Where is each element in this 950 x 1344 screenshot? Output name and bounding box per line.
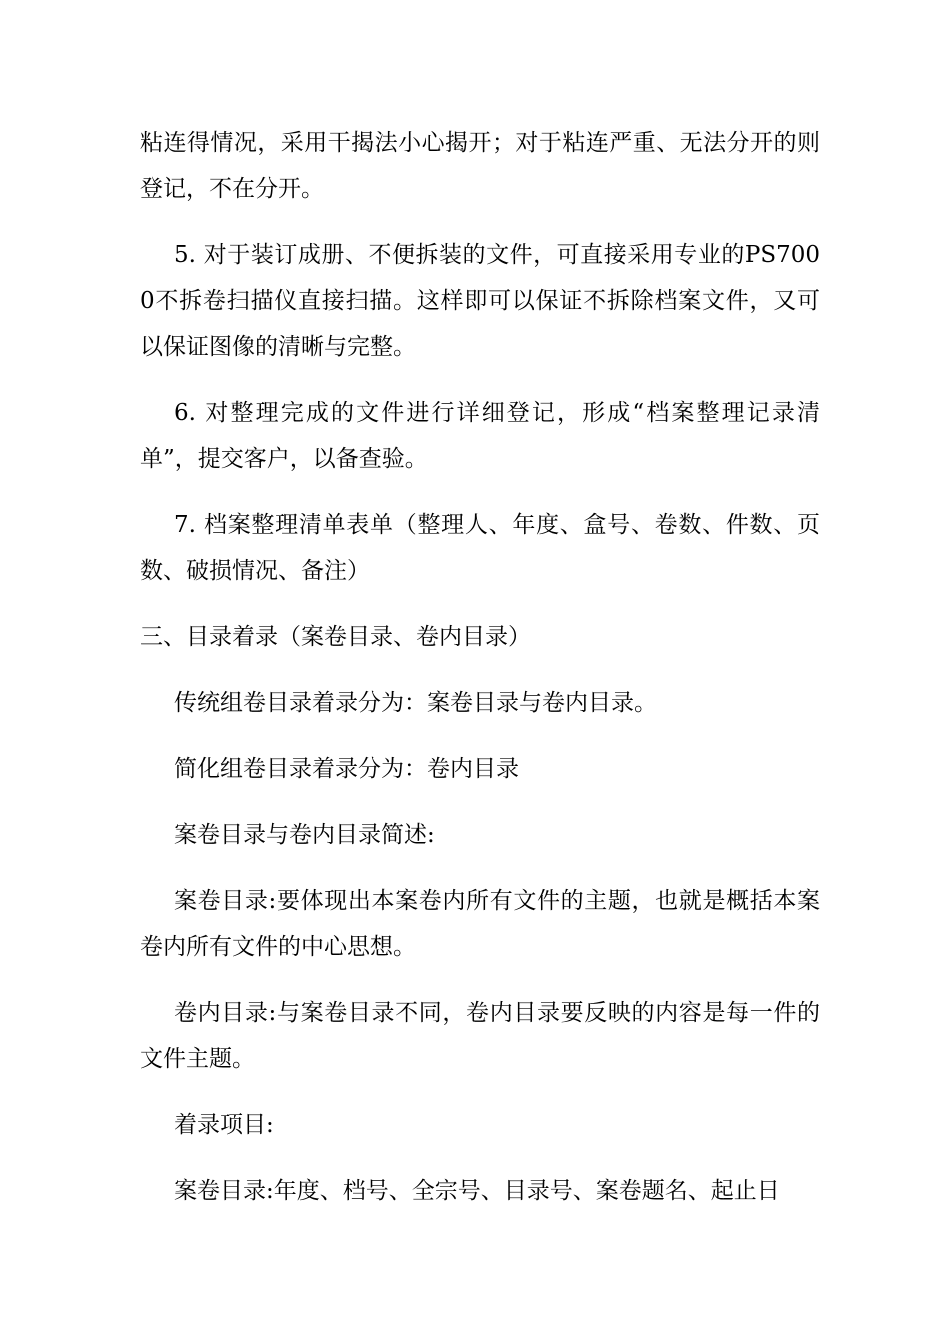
paragraph-traditional-catalog: 传统组卷目录着录分为：案卷目录与卷内目录。 — [174, 690, 657, 716]
paragraph-item-6: 6. 对整理完成的文件进行详细登记，形成“档案整理记录清单”，提交客户，以备查验。 — [140, 400, 820, 472]
paragraph-catalog-summary: 案卷目录与卷内目录简述: — [174, 822, 435, 848]
paragraph-case-catalog-fields: 案卷目录:年度、档号、全宗号、目录号、案卷题名、起止日 — [174, 1178, 780, 1204]
paragraph-volume-catalog: 卷内目录:与案卷目录不同，卷内目录要反映的内容是每一件的文件主题。 — [140, 1000, 820, 1072]
paragraph-case-catalog: 案卷目录:要体现出本案卷内所有文件的主题，也就是概括本案卷内所有文件的中心思想。 — [140, 888, 820, 960]
document-body — [140, 120, 820, 1234]
paragraph-simplified-catalog: 简化组卷目录着录分为：卷内目录 — [174, 756, 519, 782]
paragraph-item-7: 7. 档案整理清单表单（整理人、年度、盒号、卷数、件数、页数、破损情况、备注） — [140, 512, 820, 584]
paragraph-item-5: 5. 对于装订成册、不便拆装的文件，可直接采用专业的PS7000不拆卷扫描仪直接扫描。这样即可以保证不拆除档案文件，又可以保证图像的清晰与完整。 — [140, 242, 820, 360]
paragraph-recording-items: 着录项目: — [174, 1112, 274, 1138]
paragraph-continuation: 粘连得情况，采用干揭法小心揭开；对于粘连严重、无法分开的则登记，不在分开。 — [140, 130, 820, 202]
section-heading-3: 三、目录着录（案卷目录、卷内目录） — [140, 624, 531, 650]
